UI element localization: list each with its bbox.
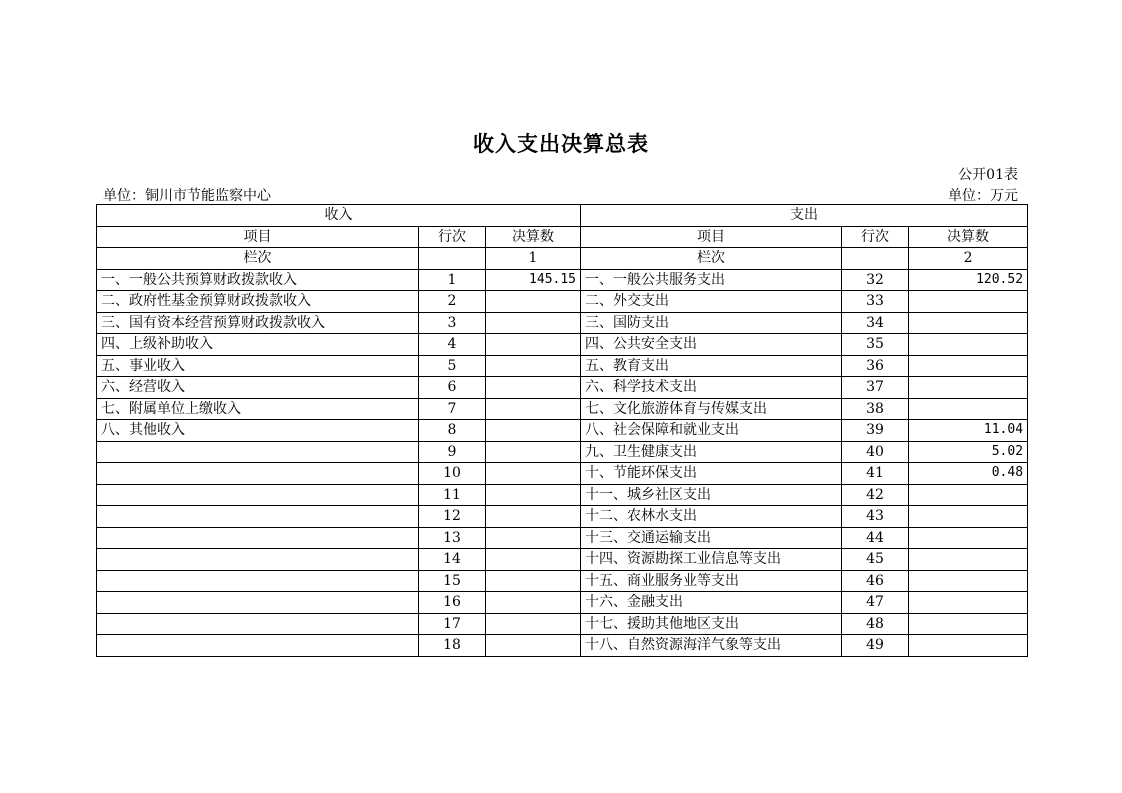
expense-item-cell: 八、社会保障和就业支出 [581,420,842,442]
expense-item-cell: 十一、城乡社区支出 [581,484,842,506]
expense-row-number-cell: 36 [842,355,909,377]
expense-amount-cell: 11.04 [909,420,1028,442]
table-row [97,549,1028,571]
income-item-cell [97,613,419,635]
table-row [97,334,1028,356]
expense-item-cell: 七、文化旅游体育与传媒支出 [581,398,842,420]
expense-column-blank [842,248,909,270]
income-section-header: 收入 [97,205,581,227]
expense-row-number-cell: 45 [842,549,909,571]
table-row [97,269,1028,291]
income-row-number-cell: 8 [419,420,486,442]
income-item-cell [97,441,419,463]
income-item-cell: 二、政府性基金预算财政拨款收入 [97,291,419,313]
expense-row-number-cell: 35 [842,334,909,356]
expense-row-number-cell: 40 [842,441,909,463]
table-row [97,398,1028,420]
income-row-number-cell: 1 [419,269,486,291]
income-item-cell: 八、其他收入 [97,420,419,442]
income-row-number-cell: 11 [419,484,486,506]
income-amount-cell [486,463,581,485]
expense-amount-cell [909,592,1028,614]
income-item-cell: 五、事业收入 [97,355,419,377]
table-row [97,355,1028,377]
income-item-cell [97,484,419,506]
income-row-number-cell: 2 [419,291,486,313]
expense-row-number-cell: 37 [842,377,909,399]
income-amount-cell [486,312,581,334]
expense-row-number-cell: 39 [842,420,909,442]
income-amount-cell [486,570,581,592]
income-amount-cell [486,420,581,442]
expense-item-cell: 十八、自然资源海洋气象等支出 [581,635,842,657]
column-header-row [97,226,1028,248]
income-row-number-cell: 16 [419,592,486,614]
expense-amount-cell [909,527,1028,549]
column-number-row [97,248,1028,270]
expense-amount-cell [909,334,1028,356]
expense-amount-header: 决算数 [909,226,1028,248]
reporting-unit: 单位：铜川市节能监察中心 [103,188,271,204]
table-row [97,527,1028,549]
form-number: 公开01表 [958,167,1018,183]
income-row-number-cell: 12 [419,506,486,528]
income-item-cell [97,506,419,528]
expense-item-cell: 十五、商业服务业等支出 [581,570,842,592]
income-item-header: 项目 [97,226,419,248]
expense-amount-cell [909,570,1028,592]
page-title: 收入支出决算总表 [473,131,649,156]
expense-item-cell: 九、卫生健康支出 [581,441,842,463]
income-amount-cell [486,506,581,528]
table-row [97,484,1028,506]
expense-item-cell: 十二、农林水支出 [581,506,842,528]
table-row [97,463,1028,485]
income-item-cell: 四、上级补助收入 [97,334,419,356]
income-amount-cell [486,549,581,571]
income-column-blank [419,248,486,270]
expense-item-cell: 六、科学技术支出 [581,377,842,399]
income-column-number: 1 [486,248,581,270]
expense-item-header: 项目 [581,226,842,248]
income-item-cell [97,635,419,657]
income-row-number-cell: 15 [419,570,486,592]
expense-row-number-cell: 34 [842,312,909,334]
income-amount-cell [486,377,581,399]
income-item-cell [97,463,419,485]
income-row-number-cell: 10 [419,463,486,485]
expense-row-number-cell: 47 [842,592,909,614]
income-amount-header: 决算数 [486,226,581,248]
income-item-cell [97,570,419,592]
table-row [97,592,1028,614]
expense-column-number: 2 [909,248,1028,270]
income-row-number-cell: 9 [419,441,486,463]
expense-item-cell: 五、教育支出 [581,355,842,377]
income-amount-cell [486,613,581,635]
expense-amount-cell [909,613,1028,635]
expense-row-number-cell: 38 [842,398,909,420]
income-item-cell [97,527,419,549]
expense-amount-cell [909,398,1028,420]
income-row-number-cell: 17 [419,613,486,635]
expense-amount-cell [909,635,1028,657]
table-row [97,506,1028,528]
expense-amount-cell: 5.02 [909,441,1028,463]
income-item-cell: 一、一般公共预算财政拨款收入 [97,269,419,291]
table-row [97,635,1028,657]
expense-amount-cell [909,312,1028,334]
income-item-cell: 三、国有资本经营预算财政拨款收入 [97,312,419,334]
expense-amount-cell [909,549,1028,571]
table-row [97,570,1028,592]
expense-item-cell: 四、公共安全支出 [581,334,842,356]
expense-item-cell: 二、外交支出 [581,291,842,313]
income-amount-cell [486,355,581,377]
expense-row-number-cell: 41 [842,463,909,485]
expense-amount-cell [909,377,1028,399]
expense-amount-cell [909,291,1028,313]
currency-unit: 单位：万元 [948,188,1018,204]
income-row-number-cell: 4 [419,334,486,356]
section-header-row [97,205,1028,227]
income-row-number-cell: 5 [419,355,486,377]
income-row-number-cell: 18 [419,635,486,657]
income-amount-cell [486,291,581,313]
income-item-cell [97,549,419,571]
expense-row-number-cell: 33 [842,291,909,313]
expense-item-cell: 十七、援助其他地区支出 [581,613,842,635]
income-item-cell [97,592,419,614]
expense-amount-cell [909,484,1028,506]
expense-row-number-cell: 32 [842,269,909,291]
income-amount-cell: 145.15 [486,269,581,291]
income-row-number-cell: 7 [419,398,486,420]
expense-row-number-cell: 43 [842,506,909,528]
table-row [97,312,1028,334]
income-item-cell: 六、经营收入 [97,377,419,399]
income-row-number-cell: 3 [419,312,486,334]
expense-row-number-cell: 46 [842,570,909,592]
table-row [97,613,1028,635]
income-amount-cell [486,334,581,356]
expense-item-cell: 三、国防支出 [581,312,842,334]
income-amount-cell [486,592,581,614]
expense-item-cell: 十三、交通运输支出 [581,527,842,549]
income-row-number-cell: 6 [419,377,486,399]
expense-amount-cell [909,506,1028,528]
table-row [97,291,1028,313]
expense-column-label: 栏次 [581,248,842,270]
expense-item-cell: 一、一般公共服务支出 [581,269,842,291]
expense-row-number-cell: 49 [842,635,909,657]
income-amount-cell [486,441,581,463]
expense-row-no-header: 行次 [842,226,909,248]
expense-amount-cell: 0.48 [909,463,1028,485]
income-item-cell: 七、附属单位上缴收入 [97,398,419,420]
expense-amount-cell [909,355,1028,377]
expense-section-header: 支出 [581,205,1028,227]
expense-amount-cell: 120.52 [909,269,1028,291]
expense-item-cell: 十、节能环保支出 [581,463,842,485]
income-amount-cell [486,635,581,657]
expense-row-number-cell: 42 [842,484,909,506]
income-amount-cell [486,398,581,420]
expense-row-number-cell: 44 [842,527,909,549]
table-row [97,441,1028,463]
budget-summary-table [96,204,1028,657]
income-row-number-cell: 14 [419,549,486,571]
expense-item-cell: 十六、金融支出 [581,592,842,614]
income-amount-cell [486,484,581,506]
expense-row-number-cell: 48 [842,613,909,635]
expense-item-cell: 十四、资源勘探工业信息等支出 [581,549,842,571]
income-row-number-cell: 13 [419,527,486,549]
income-column-label: 栏次 [97,248,419,270]
table-row [97,377,1028,399]
table-row [97,420,1028,442]
income-row-no-header: 行次 [419,226,486,248]
income-amount-cell [486,527,581,549]
